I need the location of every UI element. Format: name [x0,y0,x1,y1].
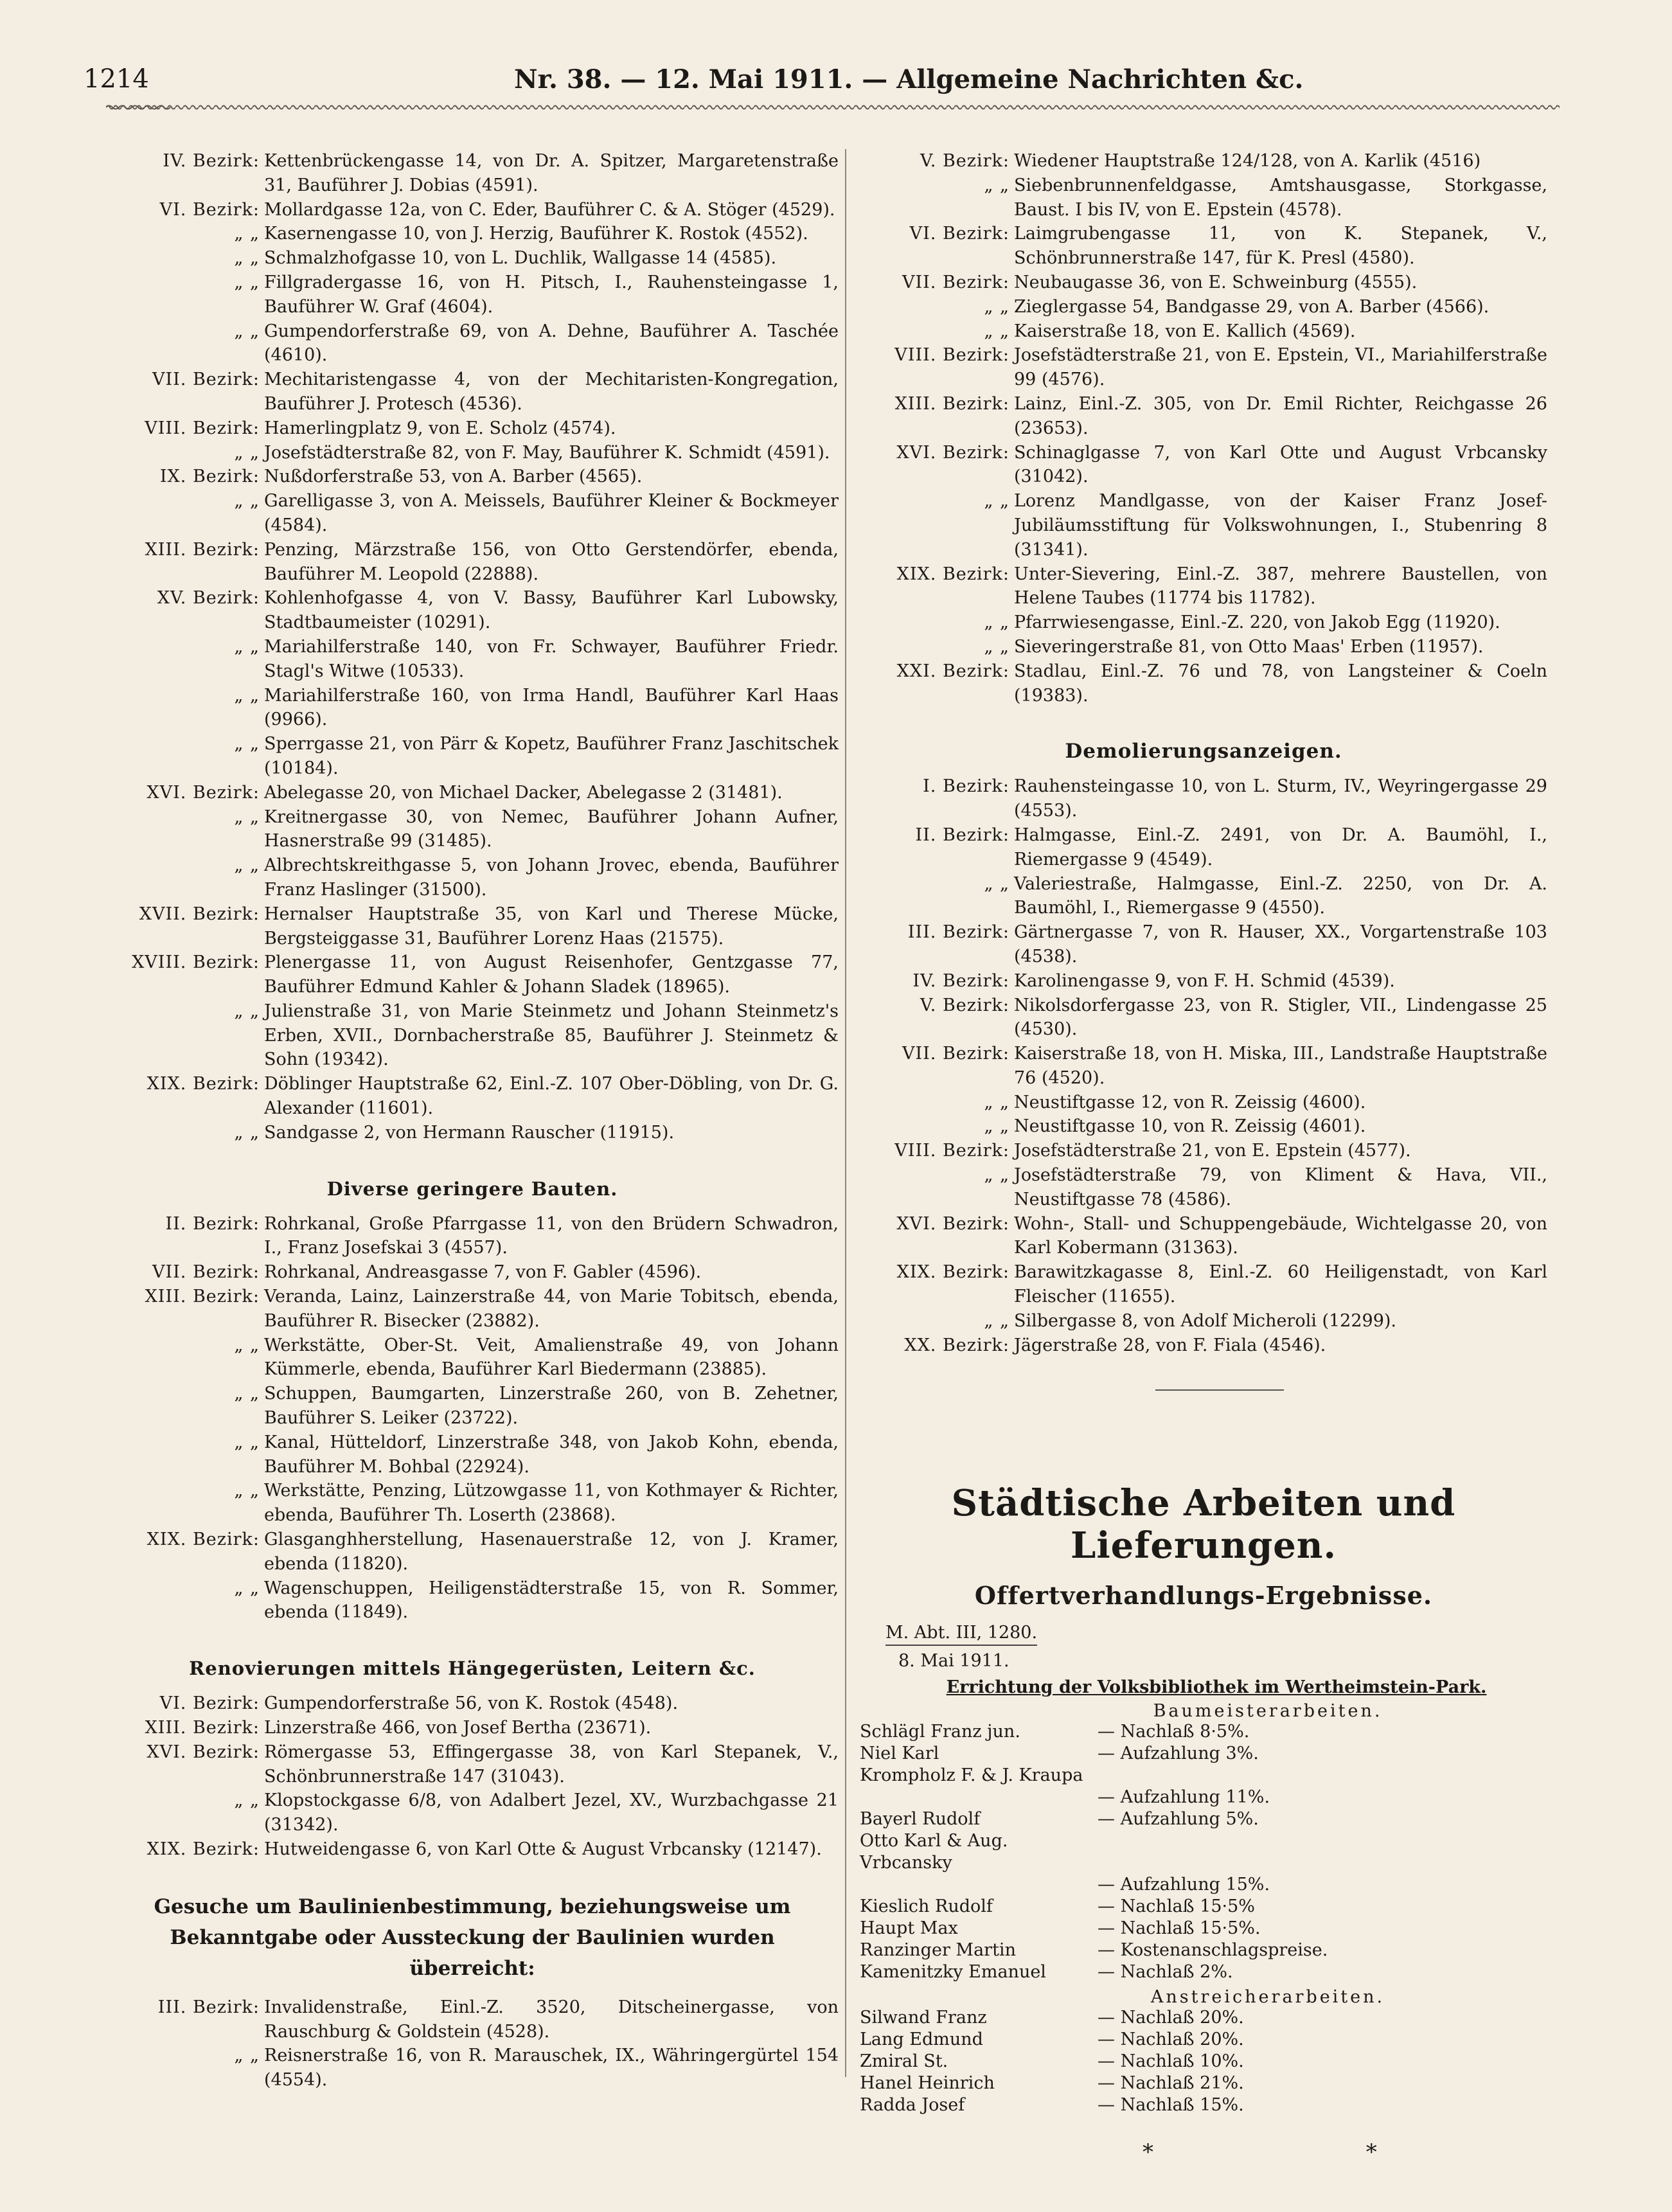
entry-text: Linzerstraße 466, von Josef Bertha (23671). [264,1718,652,1738]
entry-text: Nikolsdorfergasse 23, von R. Stigler, VII., Lindengasse 25 (4530). [1014,995,1547,1040]
permit-entry [860,969,1547,994]
district-label: XIII. Bezirk: [145,1287,260,1307]
bidder-name: Kamenitzky Emanuel [860,1962,1046,1983]
section-divider [1155,1389,1284,1391]
permit-entry [860,635,1547,659]
district-label: IV. Bezirk: [912,970,1009,991]
district-label: XVII. Bezirk: [139,904,260,924]
district-label: VII. Bezirk: [902,272,1009,292]
bid-row [860,1940,1547,1961]
header-title: Nr. 38. — 12. Mai 1911. — Allgemeine Nachrichten &c. [514,64,1304,94]
bid-row [860,2051,1547,2073]
entry-text: Sandgasse 2, von Hermann Rauscher (11915). [264,1122,675,1143]
permit-entry [106,1121,839,1145]
entry-text: Hutweidengasse 6, von Karl Otte & August Vrbcansky (12147). [264,1839,822,1859]
entry-text: Karolinengasse 9, von F. H. Schmid (4539). [1014,970,1395,991]
district-label: „ „ [234,491,260,512]
page-header [0,0,1672,112]
permit-entry [106,732,839,781]
entry-text: Halmgasse, Einl.-Z. 2491, von Dr. A. Baumöhl, I., Riemergasse 9 (4549). [1014,825,1547,870]
entry-text: Klopstockgasse 6/8, von Adalbert Jezel, XV., Wurzbachgasse 21 (31342). [264,1790,839,1835]
district-label: „ „ [234,734,260,754]
bid-result: — Nachlaß 15·5% [1098,1896,1255,1917]
district-label: „ „ [234,2046,260,2066]
gesuche-list [106,1995,839,2092]
district-label: V. Bezirk: [920,151,1009,171]
permit-entry [106,1995,839,2044]
permit-entry [106,441,839,465]
bid-row [860,1961,1547,1983]
entry-text: Josefstädterstraße 21, von E. Epstein, VI., Mariahilferstraße 99 (4576). [1014,345,1547,390]
building-permits-list-continued [860,149,1547,708]
permit-entry [106,1837,839,1862]
district-label: VII. Bezirk: [902,1044,1009,1064]
permit-entry [106,1260,839,1285]
entry-text: Schinaglgasse 7, von Karl Otte und August Vrbcansky (31042). [1014,442,1547,487]
entry-text: Mariahilferstraße 140, von Fr. Schwayer, Bauführer Friedr. Stagl's Witwe (10533). [264,636,839,681]
district-label: „ „ [984,873,1009,894]
permit-entry [860,1139,1547,1163]
bidder-name: Hanel Heinrich [860,2073,995,2094]
district-label: XVI. Bezirk: [896,1213,1009,1234]
permit-entry [106,2044,839,2092]
entry-text: Wiedener Hauptstraße 124/128, von A. Karlik (4516) [1014,151,1481,171]
entry-text: Reisnerstraße 16, von R. Marauschek, IX., Währingergürtel 154 (4554). [264,2046,839,2091]
bid-result [1098,1765,1547,1787]
district-label: „ „ [234,1432,260,1452]
entry-text: Fillgradergasse 16, von H. Pitsch, I., Rauhensteingasse 1, Bauführer W. Graf (4604). [264,272,839,317]
bids-anstreicher [860,2007,1547,2116]
bidder-name: Kieslich Rudolf [860,1896,993,1917]
closing-stars: * * [1143,2139,1480,2166]
bid-row [860,2073,1547,2094]
bidder-name: Bayerl Rudolf [860,1809,981,1830]
district-label: „ „ [984,1092,1009,1112]
entry-text: Julienstraße 31, von Marie Steinmetz und Johann Steinmetz's Erben, XVII., Dornbacherstraße 85, Bauführer J. Steinmetz & Sohn (19342). [264,1001,839,1070]
page-number: 1214 [84,64,149,94]
entry-text: Penzing, Märzstraße 156, von Otto Gerstendörfer, ebenda, Bauführer M. Leopold (22888). [264,539,839,584]
entry-text: Hamerlingplatz 9, von E. Scholz (4574). [264,418,616,438]
entry-text: Siebenbrunnenfeldgasse, Amtshausgasse, Storkgasse, Baust. I bis IV, von E. Epstein (4578). [1014,175,1547,220]
permit-entry [860,872,1547,921]
entry-text: Invalidenstraße, Einl.-Z. 3520, Ditscheinergasse, von Rauschburg & Goldstein (4528). [264,1997,839,2042]
district-label: IV. Bezirk: [163,151,260,171]
district-label: „ „ [234,1122,260,1143]
entry-text: Kaiserstraße 18, von E. Kallich (4569). [1014,321,1356,341]
permit-entry [106,149,839,198]
bidder-name: Schlägl Franz jun. [860,1722,1020,1742]
permit-entry [106,999,839,1072]
bid-row [860,1721,1547,1743]
permit-entry [106,1691,839,1716]
district-label: XIII. Bezirk: [145,539,260,560]
district-label: „ „ [234,1790,260,1811]
permit-entry [860,149,1547,174]
entry-text: Kanal, Hütteldorf, Linzerstraße 348, von Jakob Kohn, ebenda, Bauführer M. Bohbal (22924). [264,1432,839,1477]
bidder-name: Zmiral St. [860,2051,948,2072]
bid-row [860,1765,1547,1787]
entry-text: Gumpendorferstraße 69, von A. Dehne, Bauführer A. Taschée (4610). [264,321,839,366]
bidder-name [860,1874,1098,1896]
entry-text: Josefstädterstraße 79, von Kliment & Hava, VII., Neustiftgasse 78 (4586). [1014,1165,1547,1209]
entry-text: Kohlenhofgasse 4, von V. Bassy, Bauführer Karl Lubowsky, Stadtbaumeister (10291). [264,588,839,633]
district-label: „ „ [234,1335,260,1355]
district-label: „ „ [234,636,260,657]
bid-result: — Aufzahlung 3%. [1098,1744,1259,1764]
section-title-gesuche: Gesuche um Baulinienbestimmung, beziehungsweise um Bekanntgabe oder Aussteckung der Baulinien wurden überreicht: [154,1895,791,1980]
bidder-name [860,1787,1098,1808]
entry-text: Rohrkanal, Andreasgasse 7, von F. Gabler (4596). [264,1262,702,1283]
permit-entry [106,1072,839,1121]
entry-text: Veranda, Lainz, Lainzerstraße 44, von Marie Tobitsch, ebenda, Bauführer R. Bisecker (23882). [264,1287,839,1331]
permit-entry [860,1212,1547,1261]
district-label: VII. Bezirk: [152,370,260,390]
permit-entry [860,1260,1547,1309]
right-column [860,149,1547,2165]
award-date: 8. Mai 1911. [898,1651,1009,1672]
district-label: VI. Bezirk: [909,224,1009,244]
permit-entry [106,222,839,246]
bid-result: — Aufzahlung 11%. [1098,1787,1270,1808]
diverse-list [106,1212,839,1625]
permit-entry [106,1576,839,1625]
district-label: XVI. Bezirk: [896,442,1009,463]
district-label: VII. Bezirk: [152,1262,260,1283]
permit-entry [860,1042,1547,1091]
entry-text: Silbergasse 8, von Adolf Micheroli (12299). [1014,1310,1396,1331]
permit-entry [860,1163,1547,1212]
district-label: II. Bezirk: [915,825,1009,845]
reference-number: M. Abt. III, 1280. [885,1623,1037,1646]
entry-text: Kettenbrückengasse 14, von Dr. A. Spitzer, Margaretenstraße 31, Bauführer J. Dobias (4591). [264,151,839,195]
bid-result: — Nachlaß 20%. [1098,2008,1244,2028]
permit-entry [106,271,839,319]
permit-entry [106,950,839,999]
district-label: III. Bezirk: [907,922,1009,943]
district-label: VI. Bezirk: [159,199,260,220]
permit-entry [860,1333,1547,1358]
entry-text: Rauhensteingasse 10, von L. Sturm, IV., Weyringergasse 29 (4553). [1014,776,1547,821]
district-label: III. Bezirk: [157,1997,260,2017]
entry-text: Garelligasse 3, von A. Meissels, Bauführer Kleiner & Bockmeyer (4584). [264,491,839,535]
permit-entry [106,1333,839,1382]
permit-entry [106,465,839,489]
district-label: „ „ [984,1116,1009,1137]
bid-row [860,1874,1547,1896]
district-label: „ „ [984,175,1009,195]
entry-text: Laimgrubengasse 11, von K. Stepanek, V., Schönbrunnerstraße 147, für K. Presl (4580). [1014,224,1547,269]
district-label: „ „ [234,685,260,706]
permit-entry [106,1285,839,1333]
bid-result: — Nachlaß 15%. [1098,2095,1244,2116]
entry-text: Albrechtskreithgasse 5, von Johann Jrovec, ebenda, Bauführer Franz Haslinger (31500). [264,855,839,900]
permit-entry [106,781,839,805]
permit-entry [106,1431,839,1479]
district-label: „ „ [984,321,1009,341]
bid-row [860,1830,1547,1874]
staedtisch-title: Städtische Arbeiten und Lieferungen. [951,1482,1456,1567]
permit-entry [860,920,1547,969]
permit-entry [106,586,839,635]
district-label: VI. Bezirk: [159,1693,260,1714]
permit-entry [106,538,839,587]
entry-text: Hernalser Hauptstraße 35, von Karl und Therese Mücke, Bergsteiggasse 31, Bauführer Lorenz Haas (21575). [264,904,839,949]
district-label: XIX. Bezirk: [147,1530,260,1550]
district-label: „ „ [234,1384,260,1404]
section-title-demolierung: Demolierungsanzeigen. [1065,740,1342,763]
entry-text: Römergasse 53, Effingergasse 38, von Karl Stepanek, V., Schönbrunnerstraße 147 (31043). [264,1742,839,1787]
entry-text: Neustiftgasse 12, von R. Zeissig (4600). [1014,1092,1366,1112]
district-label: XIX. Bezirk: [896,1262,1009,1283]
entry-text: Schmalzhofgasse 10, von L. Duchlik, Wallgasse 14 (4585). [264,248,777,269]
left-column [106,149,839,2092]
district-label: II. Bezirk: [165,1213,260,1234]
permit-entry [106,1788,839,1837]
district-label: XIX. Bezirk: [147,1074,260,1094]
district-label: VIII. Bezirk: [145,418,260,438]
bidder-name: Niel Karl [860,1744,939,1764]
permit-entry [106,1528,839,1576]
permit-entry [860,222,1547,271]
bidder-name: Silwand Franz [860,2008,987,2028]
entry-text: Neubaugasse 36, von E. Schweinburg (4555). [1014,272,1418,292]
entry-text: Glasganghherstellung, Hasenauerstraße 12, von J. Kramer, ebenda (11820). [264,1530,839,1574]
bidder-name: Ranzinger Martin [860,1940,1016,1961]
entry-text: Plenergasse 11, von August Reisenhofer, Gentzgasse 77, Bauführer Edmund Kahler & Johann Sladek (18965). [264,952,839,997]
district-label: VIII. Bezirk: [894,1141,1009,1161]
entry-text: Gumpendorferstraße 56, von K. Rostok (4548). [264,1693,679,1714]
entry-text: Josefstädterstraße 21, von E. Epstein (4577). [1014,1141,1411,1161]
bidder-name: Krompholz F. & J. Kraupa [860,1765,1083,1786]
permit-entry [106,1479,839,1528]
bid-result: — Kostenanschlagspreise. [1098,1940,1328,1961]
district-label: XX. Bezirk: [904,1335,1009,1355]
district-label: IX. Bezirk: [159,467,260,487]
permit-entry [860,562,1547,611]
section-title-renovierungen: Renovierungen mittels Hängegerüsten, Leitern &c. [189,1657,756,1680]
district-label: XXI. Bezirk: [896,661,1009,681]
entry-text: Kreitnergasse 30, von Nemec, Bauführer Johann Aufner, Hasnerstraße 99 (31485). [264,807,839,852]
district-label: „ „ [234,321,260,341]
bid-row [860,1808,1547,1830]
bid-row [860,2094,1547,2116]
bid-result: — Aufzahlung 5%. [1098,1809,1259,1830]
entry-text: Valeriestraße, Halmgasse, Einl.-Z. 2250, von Dr. A. Baumöhl, I., Riemergasse 9 (4550). [1014,873,1547,918]
permit-entry [860,392,1547,441]
district-label: „ „ [984,1310,1009,1331]
permit-entry [106,1212,839,1261]
bid-row [860,1743,1547,1765]
entry-text: Nußdorferstraße 53, von A. Barber (4565). [264,467,643,487]
bid-result: — Nachlaß 8·5%. [1098,1722,1250,1742]
entry-text: Wohn-, Stall- und Schuppengebäude, Wichtelgasse 20, von Karl Kobermann (31363). [1014,1213,1547,1258]
permit-entry [106,684,839,733]
district-label: „ „ [234,248,260,269]
permit-entry [860,1091,1547,1115]
permit-entry [860,489,1547,562]
bid-result: — Nachlaß 20%. [1098,2029,1244,2050]
permit-entry [106,368,839,416]
district-label: XIX. Bezirk: [147,1839,260,1859]
header-wavy-rule [106,103,1560,112]
district-label: „ „ [984,491,1009,512]
permit-entry [860,823,1547,872]
district-label: „ „ [984,1165,1009,1186]
district-label: V. Bezirk: [920,995,1009,1015]
bid-row [860,1918,1547,1940]
district-label: „ „ [234,1001,260,1021]
bids-baumeister [860,1721,1547,1983]
bidder-name: Haupt Max [860,1918,958,1939]
permit-entry [860,441,1547,490]
district-label: VIII. Bezirk: [894,345,1009,366]
entry-text: Stadlau, Einl.-Z. 76 und 78, von Langsteiner & Coeln (19383). [1014,661,1547,706]
column-divider [845,149,846,2077]
project-title: Errichtung der Volksbibliothek im Wertheimstein-Park. [946,1677,1487,1698]
section-title-diverse: Diverse geringere Bauten. [326,1177,618,1200]
district-label: XIII. Bezirk: [894,393,1009,414]
district-label: „ „ [984,612,1009,633]
bidder-name: Radda Josef [860,2095,965,2116]
category-anstreicher: Anstreicherarbeiten. [1150,1987,1385,2008]
entry-text: Barawitzkagasse 8, Einl.-Z. 60 Heiligenstadt, von Karl Fleischer (11655). [1014,1262,1547,1307]
entry-text: Neustiftgasse 10, von R. Zeissig (4601). [1014,1116,1366,1137]
entry-text: Abelegasse 20, von Michael Dacker, Abelegasse 2 (31481). [264,782,783,803]
district-label: „ „ [234,807,260,827]
bidder-name: Otto Karl & Aug. Vrbcansky [860,1831,1008,1873]
permit-entry [860,295,1547,319]
entry-text: Sieveringerstraße 81, von Otto Maas' Erben (11957). [1014,636,1484,657]
entry-text: Josefstädterstraße 82, von F. May, Bauführer K. Schmidt (4591). [264,442,830,463]
permit-entry [860,774,1547,823]
district-label: „ „ [234,855,260,876]
district-label: „ „ [234,1578,260,1598]
permit-entry [860,1309,1547,1333]
permit-entry [106,198,839,222]
bid-result [1098,1830,1547,1874]
bid-row [860,2007,1547,2029]
entry-text: Gärtnergasse 7, von R. Hauser, XX., Vorgartenstraße 103 (4538). [1014,922,1547,967]
entry-text: Wagenschuppen, Heiligenstädterstraße 15, von R. Sommer, ebenda (11849). [264,1578,839,1623]
district-label: XV. Bezirk: [157,588,260,609]
bid-row [860,1787,1547,1808]
bid-row [860,1896,1547,1918]
entry-text: Döblinger Hauptstraße 62, Einl.-Z. 107 Ober-Döbling, von Dr. G. Alexander (11601). [264,1074,839,1119]
entry-text: Unter-Sievering, Einl.-Z. 387, mehrere Baustellen, von Helene Taubes (11774 bis 11782). [1014,564,1547,609]
entry-text: Mechitaristengasse 4, von der Mechitaristen-Kongregation, Bauführer J. Protesch (4536). [264,370,839,414]
renovierungen-list [106,1691,839,1862]
entry-text: Pfarrwiesengasse, Einl.-Z. 220, von Jakob Egg (11920). [1014,612,1500,633]
entry-text: Kaiserstraße 18, von H. Miska, III., Landstraße Hauptstraße 76 (4520). [1014,1044,1547,1088]
entry-text: Rohrkanal, Große Pfarrgasse 11, von den Brüdern Schwadron, I., Franz Josefskai 3 (4557). [264,1213,839,1258]
permit-entry [106,902,839,951]
entry-text: Zieglergasse 54, Bandgasse 29, von A. Barber (4566). [1014,296,1490,317]
district-label: „ „ [234,272,260,292]
staedtisch-subtitle: Offertverhandlungs-Ergebnisse. [974,1581,1433,1610]
bid-row [860,2029,1547,2051]
permit-entry [106,1716,839,1740]
entry-text: Jägerstraße 28, von F. Fiala (4546). [1014,1335,1326,1355]
district-label: „ „ [984,296,1009,317]
permit-entry [106,805,839,854]
entry-text: Mollardgasse 12a, von C. Eder, Bauführer C. & A. Stöger (4529). [264,199,835,220]
entry-text: Mariahilferstraße 160, von Irma Handl, Bauführer Karl Haas (9966). [264,685,839,730]
permit-entry [106,319,839,368]
building-permits-list [106,149,839,1145]
permit-entry [860,611,1547,635]
district-label: „ „ [984,636,1009,657]
permit-entry [860,271,1547,295]
bid-result: — Aufzahlung 15%. [1098,1875,1270,1895]
entry-text: Schuppen, Baumgarten, Linzerstraße 260, von B. Zehetner, Bauführer S. Leiker (23722). [264,1384,839,1429]
district-label: I. Bezirk: [923,776,1009,797]
category-baumeister: Baumeisterarbeiten. [1153,1701,1383,1722]
entry-text: Kasernengasse 10, von J. Herzig, Bauführer K. Rostok (4552). [264,224,808,244]
permit-entry [860,994,1547,1042]
bid-result: — Nachlaß 15·5%. [1098,1918,1261,1939]
demolierung-list [860,774,1547,1357]
bid-result: — Nachlaß 21%. [1098,2073,1244,2094]
district-label: XIII. Bezirk: [145,1718,260,1738]
permit-entry [106,246,839,271]
district-label: XIX. Bezirk: [896,564,1009,584]
permit-entry [106,1382,839,1431]
permit-entry [860,174,1547,222]
permit-entry [106,416,839,441]
permit-entry [860,659,1547,708]
entry-text: Lorenz Mandlgasse, von der Kaiser Franz Josef-Jubiläumsstiftung für Volkswohnungen, I., Stubenring 8 (31341). [1014,491,1547,560]
permit-entry [860,1114,1547,1139]
permit-entry [106,1740,839,1789]
district-label: „ „ [234,224,260,244]
permit-entry [106,489,839,538]
permit-entry [860,343,1547,392]
permit-entry [106,635,839,684]
entry-text: Lainz, Einl.-Z. 305, von Dr. Emil Richter, Reichgasse 26 (23653). [1014,393,1547,438]
permit-entry [106,853,839,902]
district-label: „ „ [234,1481,260,1501]
district-label: XVI. Bezirk: [147,782,260,803]
district-label: „ „ [234,442,260,463]
entry-text: Werkstätte, Ober-St. Veit, Amalienstraße 49, von Johann Kümmerle, ebenda, Bauführer Karl Biedermann (23885). [264,1335,839,1380]
entry-text: Werkstätte, Penzing, Lützowgasse 11, von Kothmayer & Richter, ebenda, Bauführer Th. Loserth (23868). [264,1481,839,1526]
bid-result: — Nachlaß 2%. [1098,1962,1233,1983]
permit-entry [860,319,1547,344]
district-label: XVIII. Bezirk: [132,952,260,973]
bid-result: — Nachlaß 10%. [1098,2051,1244,2072]
bidder-name: Lang Edmund [860,2029,983,2050]
entry-text: Sperrgasse 21, von Pärr & Kopetz, Bauführer Franz Jaschitschek (10184). [264,734,839,778]
district-label: XVI. Bezirk: [147,1742,260,1762]
